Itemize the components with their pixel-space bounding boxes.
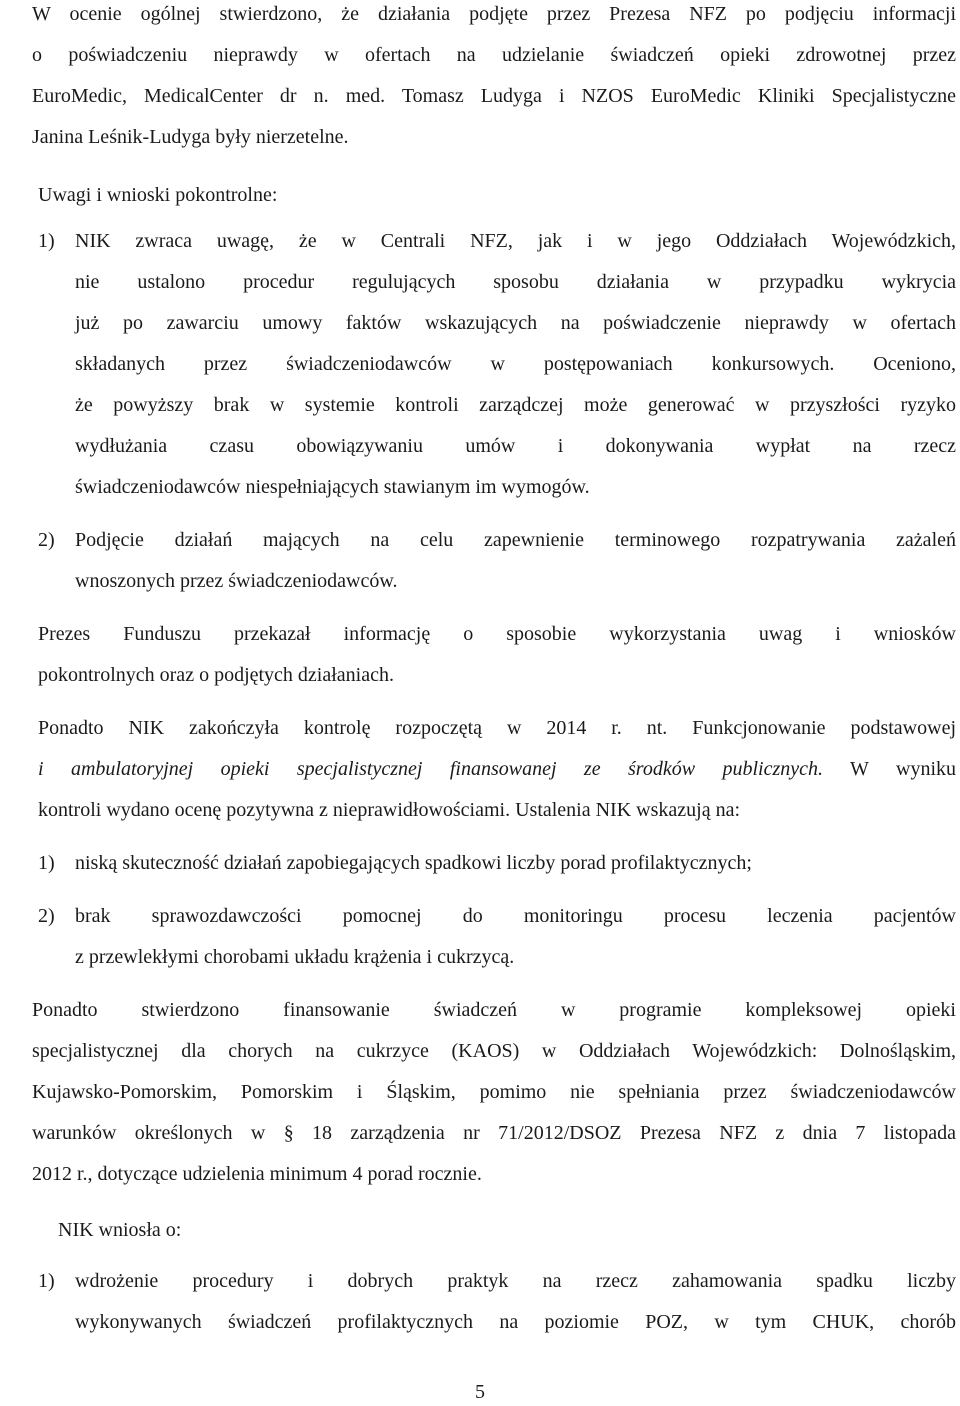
finding-item-2 bbox=[38, 896, 956, 978]
remark-item-1 bbox=[38, 221, 956, 508]
nik-requests-heading: NIK wniosła o: bbox=[58, 1219, 182, 1241]
intro-line-1: W ocenie ogólnej stwierdzono, że działania podjęte przez Prezesa NFZ po podjęciu informacji bbox=[32, 3, 956, 25]
remark-2-line-1: Podjęcie działań mających na celu zapewnienie terminowego rozpatrywania zażaleń bbox=[75, 529, 956, 551]
remarks-heading: Uwagi i wnioski pokontrolne: bbox=[38, 184, 278, 206]
finding-1-line-1: niską skuteczność działań zapobiegających spadkowi liczby porad profilaktycznych; bbox=[75, 852, 752, 874]
finding-item-1 bbox=[38, 843, 956, 884]
kaos-line-5: 2012 r., dotyczące udzielenia minimum 4 porad rocznie. bbox=[32, 1163, 482, 1185]
control-line-2-rest: W wyniku bbox=[823, 758, 956, 780]
remark-number-2: 2) bbox=[38, 529, 55, 551]
remark-1-line-6: wydłużania czasu obowiązywaniu umów i dokonywania wypłat na rzecz bbox=[75, 435, 956, 457]
remark-number-1: 1) bbox=[38, 230, 55, 252]
president-paragraph bbox=[38, 614, 956, 696]
control-line-2 bbox=[38, 749, 956, 790]
kaos-line-4: warunków określonych w § 18 zarządzenia nr 71/2012/DSOZ Prezesa NFZ z dnia 7 listopada bbox=[32, 1122, 956, 1144]
finding-number-2: 2) bbox=[38, 905, 55, 927]
finding-number-1: 1) bbox=[38, 852, 55, 874]
nik-request-1-line-2: wykonywanych świadczeń profilaktycznych na poziomie POZ, w tym CHUK, chorób bbox=[75, 1311, 956, 1333]
control-line-3: kontroli wydano ocenę pozytywna z nieprawidłowościami. Ustalenia NIK wskazują na: bbox=[38, 799, 741, 821]
intro-line-2: o poświadczeniu nieprawdy w ofertach na udzielanie świadczeń opieki zdrowotnej przez bbox=[32, 44, 956, 66]
president-line-1: Prezes Funduszu przekazał informację o sposobie wykorzystania uwag i wniosków bbox=[38, 623, 956, 645]
remark-1-line-2: nie ustalono procedur regulujących sposobu działania w przypadku wykrycia bbox=[75, 271, 956, 293]
kaos-paragraph bbox=[32, 990, 956, 1195]
kaos-line-1: Ponadto stwierdzono finansowanie świadczeń w programie kompleksowej opieki bbox=[32, 999, 956, 1021]
kaos-line-2: specjalistycznej dla chorych na cukrzyce (KAOS) w Oddziałach Wojewódzkich: Dolnośląskim, bbox=[32, 1040, 956, 1062]
remark-1-line-3: już po zawarciu umowy faktów wskazujących na poświadczenie nieprawdy w ofertach bbox=[75, 312, 956, 334]
remark-1-line-4: składanych przez świadczeniodawców w postępowaniach konkursowych. Oceniono, bbox=[75, 353, 956, 375]
control-paragraph bbox=[38, 708, 956, 831]
nik-request-1-line-1: wdrożenie procedury i dobrych praktyk na rzecz zahamowania spadku liczby bbox=[75, 1270, 956, 1292]
nik-request-number-1: 1) bbox=[38, 1270, 55, 1292]
intro-line-4: Janina Leśnik-Ludyga były nierzetelne. bbox=[32, 126, 349, 148]
remark-2-line-2: wnoszonych przez świadczeniodawców. bbox=[75, 570, 398, 592]
intro-paragraph bbox=[32, 0, 956, 158]
remark-item-2 bbox=[38, 520, 956, 602]
remark-1-line-1: NIK zwraca uwagę, że w Centrali NFZ, jak i w jego Oddziałach Wojewódzkich, bbox=[75, 230, 956, 252]
president-line-2: pokontrolnych oraz o podjętych działaniach. bbox=[38, 664, 394, 686]
control-line-1: Ponadto NIK zakończyła kontrolę rozpoczętą w 2014 r. nt. Funkcjonowanie podstawowej bbox=[38, 717, 956, 739]
remark-1-line-7: świadczeniodawców niespełniających stawianym im wymogów. bbox=[75, 476, 590, 498]
remark-1-line-5: że powyższy brak w systemie kontroli zarządczej może generować w przyszłości ryzyko bbox=[75, 394, 956, 416]
finding-2-line-1: brak sprawozdawczości pomocnej do monitoringu procesu leczenia pacjentów bbox=[75, 905, 956, 927]
program-title-italic: i ambulatoryjnej opieki specjalistycznej finansowanej ze środków publicznych. bbox=[38, 758, 823, 780]
page-number: 5 bbox=[475, 1381, 485, 1403]
intro-line-3: EuroMedic, MedicalCenter dr n. med. Tomasz Ludyga i NZOS EuroMedic Kliniki Specjalistyczne bbox=[32, 85, 956, 107]
kaos-line-3: Kujawsko-Pomorskim, Pomorskim i Śląskim, pomimo nie spełniania przez świadczeniodawców bbox=[32, 1081, 956, 1103]
nik-request-item-1 bbox=[38, 1261, 956, 1343]
finding-2-line-2: z przewlekłymi chorobami układu krążenia i cukrzycą. bbox=[75, 946, 515, 968]
